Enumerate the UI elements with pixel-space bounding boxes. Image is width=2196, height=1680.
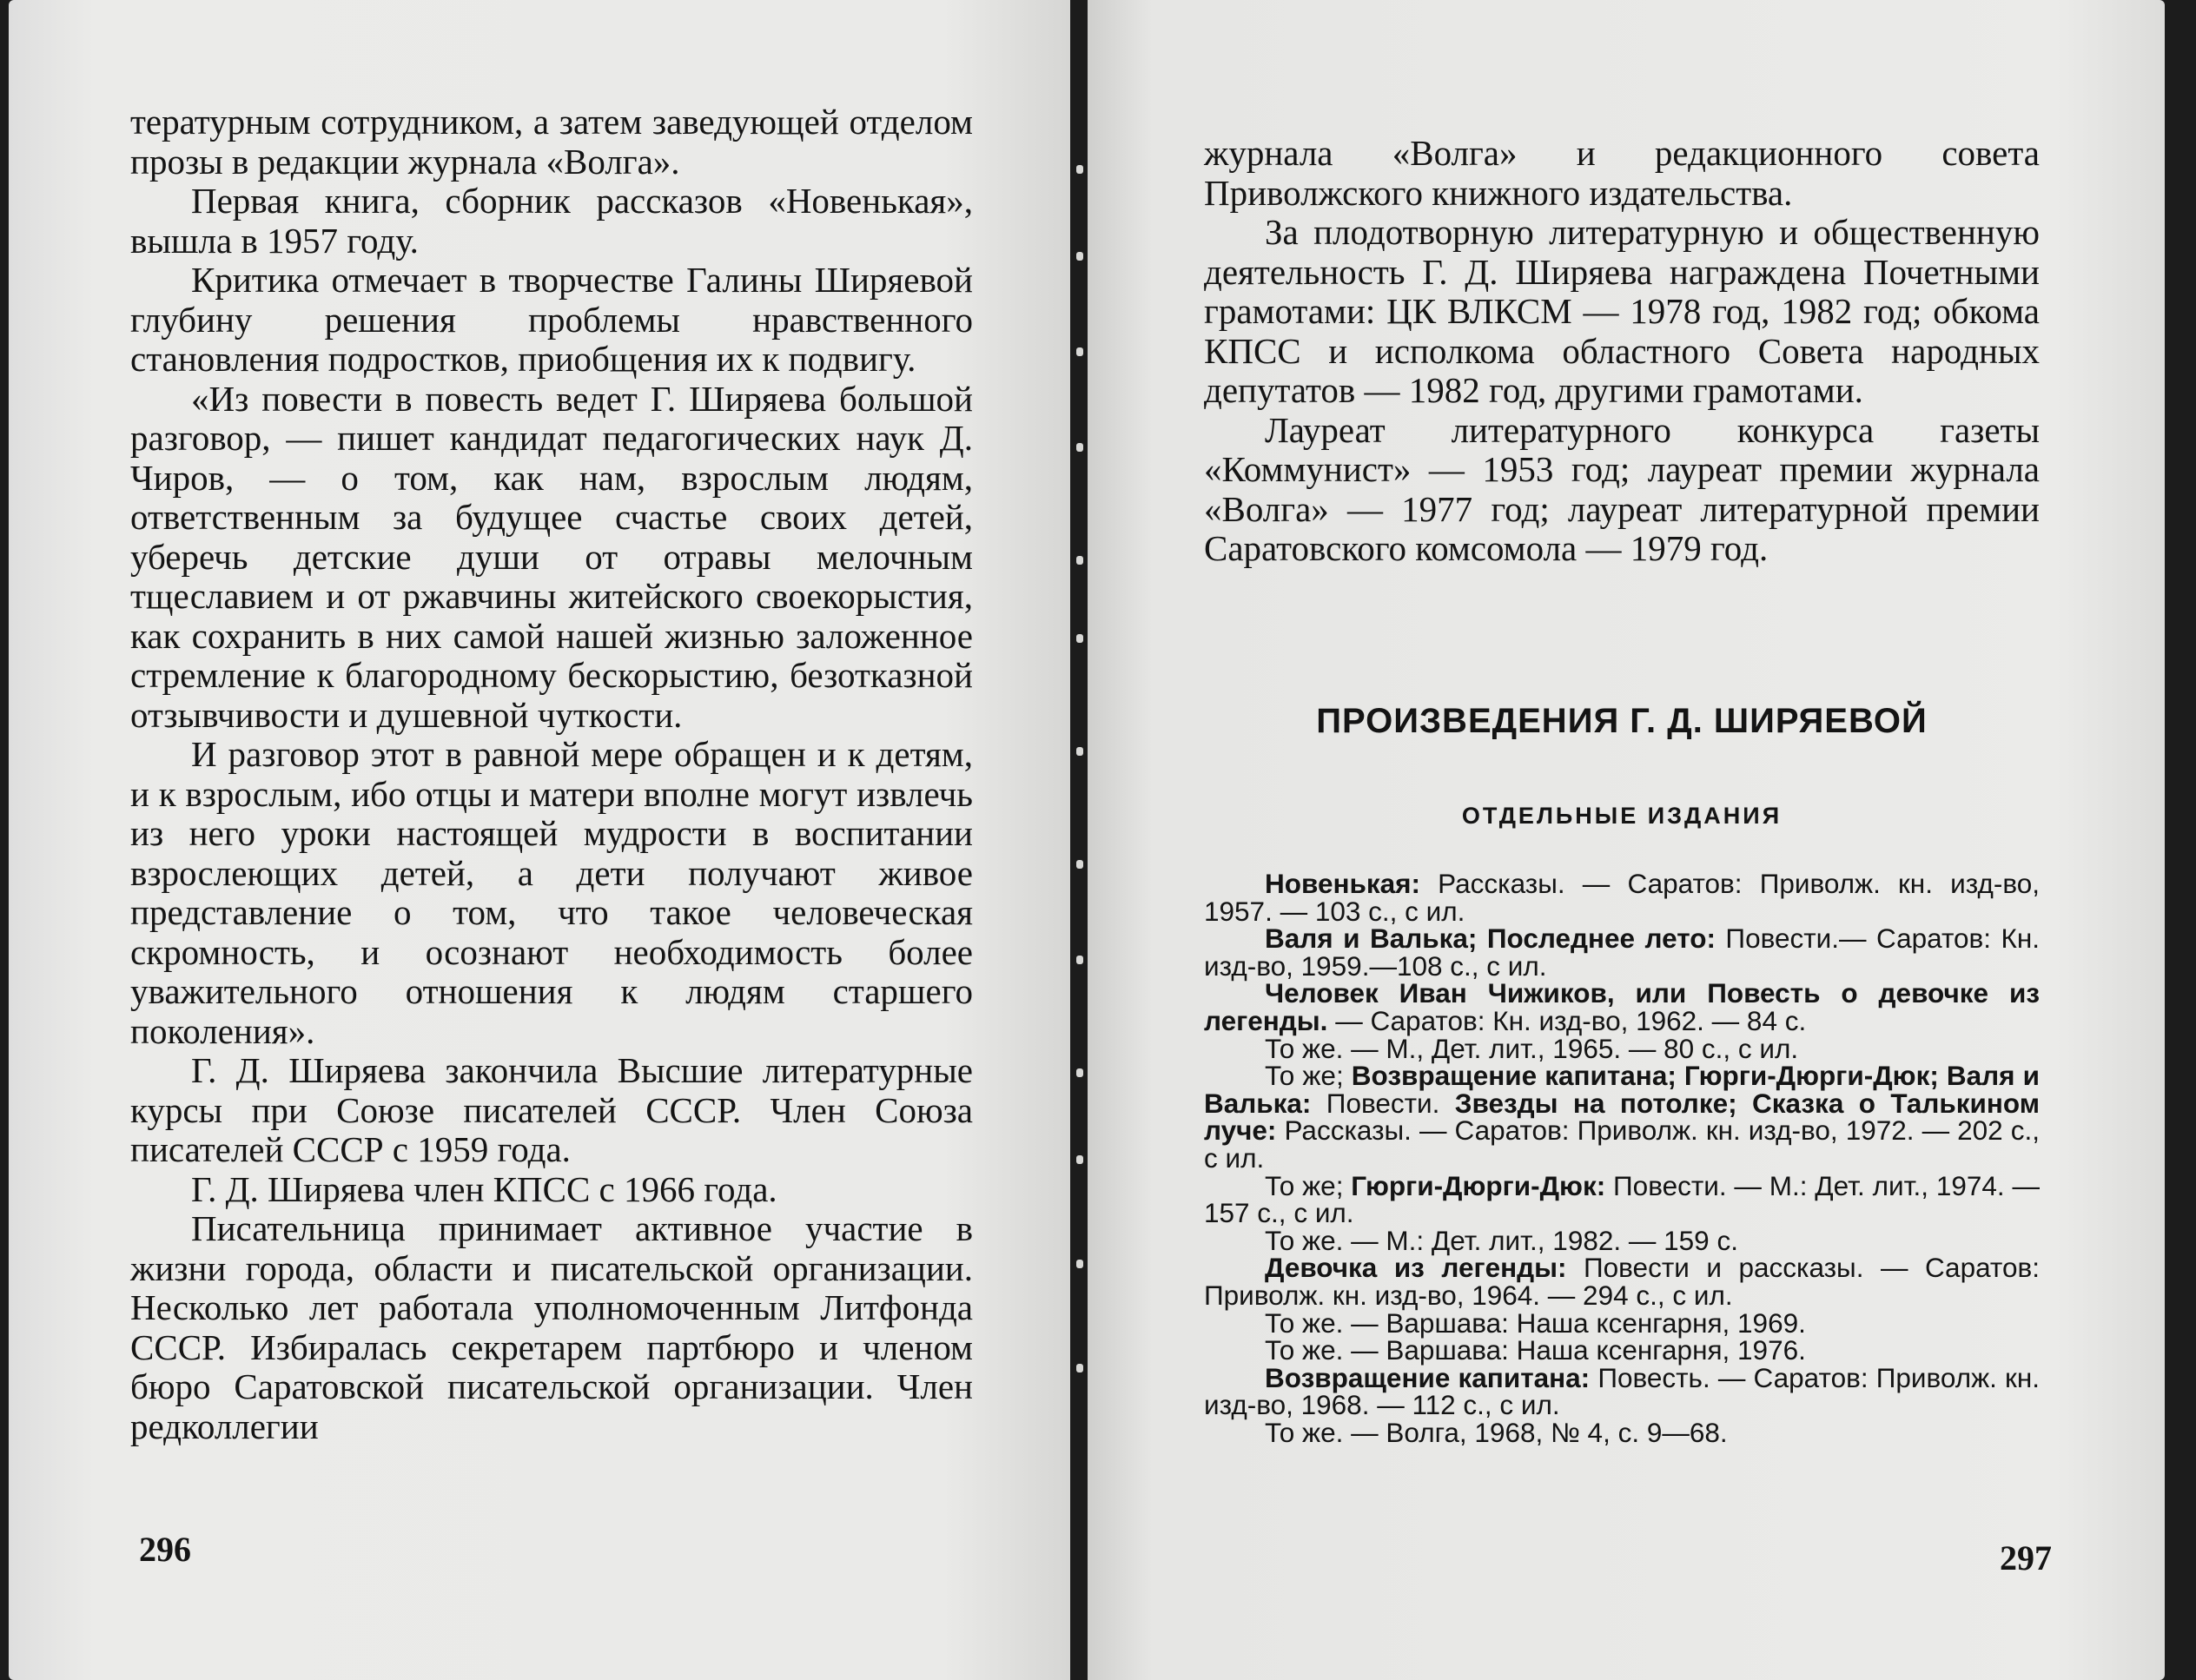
entry-details: То же. — М.: Дет. лит., 1982. — 159 с. [1265, 1224, 1738, 1256]
paragraph: Лауреат литературного конкурса газеты «Коммунист» — 1953 год; лауреат премии журнала «Волга» — 1977 год; лауреат литературной премии Саратовского комсомола — 1979 год. [1204, 409, 2040, 568]
book-spine [1070, 148, 1088, 1451]
entry-title: Девочка из легенды: [1265, 1252, 1567, 1284]
entry-details: Повести. — М.: Дет. лит., 1974. — 157 с., с ил. [1204, 1169, 2040, 1229]
page-number: 296 [139, 1530, 191, 1569]
left-page [9, 0, 1070, 1680]
bibliography-entry [1204, 977, 2040, 1036]
entry-details: Повести и рассказы. — Саратов: Приволж. кн. изд-во, 1964. — 294 с., с ил. [1204, 1252, 2040, 1311]
bibliography-entry [1204, 1361, 2040, 1421]
bibliography-entry [1204, 870, 2040, 925]
section-title: ПРОИЗВЕДЕНИЯ Г. Д. ШИРЯЕВОЙ [1316, 702, 1928, 740]
entry-title: Новенькая: [1265, 868, 1421, 899]
paragraph: тературным сотрудником, а затем заведующей отделом прозы в редакции журнала «Волга». [130, 102, 973, 182]
entry-title: Человек Иван Чижиков, или Повесть о девочке из легенды. [1204, 977, 2040, 1036]
entry-details: То же. — Волга, 1968, № 4, с. 9—68. [1265, 1416, 1728, 1448]
entry-details: Повесть. — Саратов: Приволж. кн. изд-во, 1968. — 112 с., с ил. [1204, 1361, 2040, 1421]
entry-details: То же. — Варшава: Наша ксенгарня, 1976. [1265, 1334, 1806, 1366]
bibliography-entry [1204, 1062, 2040, 1172]
entry-details: — Саратов: Кн. изд-во, 1962. — 84 с. [1327, 1004, 1807, 1036]
entry-title: Возвращение капитана: [1265, 1361, 1591, 1393]
entry-details: То же. — М., Дет. лит., 1965. — 80 с., с ил. [1265, 1032, 1799, 1064]
page-number: 297 [2000, 1538, 2052, 1577]
entry-title: Валя и Валька; Последнее лето: [1265, 923, 1716, 955]
entry-details: То же. — Варшава: Наша ксенгарня, 1969. [1265, 1306, 1806, 1339]
paragraph: Г. Д. Ширяева закончила Высшие литературные курсы при Союзе писателей СССР. Член Союза писателей СССР с 1959 года. [130, 1050, 973, 1169]
paragraph: Г. Д. Ширяева член КПСС с 1966 года. [191, 1168, 777, 1209]
bibliography-entry [1204, 1254, 2040, 1309]
paragraph: «Из повести в повесть ведет Г. Ширяева большой разговор, — пишет кандидат педагогических наук Д. Чиров, — о том, как нам, взрослым людям, ответственным за будущее счастье своих детей, уберечь детские души от отравы мелочным тщеславием и от ржавчины житейского своекорыстия, как сохранить в них самой нашей жизнью заложенное стремление к благородному бескорыстию, безотказной отзывчивости и душевной чуткости. [130, 378, 973, 735]
entry-details: Повести.— Саратов: Кн. изд-во, 1959.—108 с., с ил. [1204, 923, 2041, 982]
bibliography-entry [1204, 1306, 2040, 1339]
entry-title: Звезды на потолке; Сказка о Талькином луче: [1204, 1087, 2040, 1147]
bibliography-entry [1204, 1169, 2040, 1229]
bibliography-list [1204, 870, 2040, 1446]
left-page-body [130, 103, 973, 1446]
bibliography-entry [1204, 1416, 2040, 1448]
entry-title: Возвращение капитана; Гюрги-Дюрги-Дюк; Валя и Валька: [1204, 1060, 2040, 1119]
entry-prefix: То же; [1265, 1169, 1352, 1201]
paragraph: журнала «Волга» и редакционного совета Приволжского книжного издательства. [1204, 133, 2040, 213]
bibliography-entry [1204, 1032, 2040, 1064]
paragraph: Писательница принимает активное участие в жизни города, области и писательской организации. Несколько лет работала уполномоченным Литфонда СССР. Избиралась секретарем партбюро и членом бюро Саратовской писательской организации. Член редколлегии [130, 1208, 973, 1446]
right-page-body [1204, 134, 2040, 569]
bibliography-entry [1204, 925, 2040, 980]
entry-details: Рассказы. — Саратов: Приволж. кн. изд-во, 1957. — 103 с., с ил. [1204, 868, 2040, 927]
right-page [1088, 0, 2165, 1680]
paragraph: Первая книга, сборник рассказов «Новенькая», вышла в 1957 году. [130, 181, 973, 261]
bibliography-entry [1204, 1224, 2040, 1256]
entry-genre: Повести. [1311, 1087, 1455, 1119]
paragraph: И разговор этот в равной мере обращен и к детям, и к взрослым, ибо отцы и матери вполне могут извлечь из него уроки настоящей мудрости в воспитании взрослеющих детей, а дети получают живое представление о том, что такое человеческая скромность, и осознают необходимость более уважительного отношения к людям старшего поколения». [130, 734, 973, 1051]
entry-details: Рассказы. — Саратов: Приволж. кн. изд-во, 1972. — 202 с., с ил. [1204, 1114, 2040, 1174]
paragraph: За плодотворную литературную и общественную деятельность Г. Д. Ширяева награждена Почетными грамотами: ЦК ВЛКСМ — 1978 год, 1982 год; обкома КПСС и исполкома областного Совета народных депутатов — 1982 год, другими грамотами. [1204, 212, 2040, 410]
entry-prefix: То же; [1265, 1060, 1352, 1092]
bibliography-entry [1204, 1334, 2040, 1366]
entry-title: Гюрги-Дюрги-Дюк: [1351, 1169, 1606, 1201]
subsection-title: ОТДЕЛЬНЫЕ ИЗДАНИЯ [1461, 803, 1783, 829]
paragraph: Критика отмечает в творчестве Галины Ширяевой глубину решения проблемы нравственного становления подростков, приобщения их к подвигу. [130, 260, 973, 379]
